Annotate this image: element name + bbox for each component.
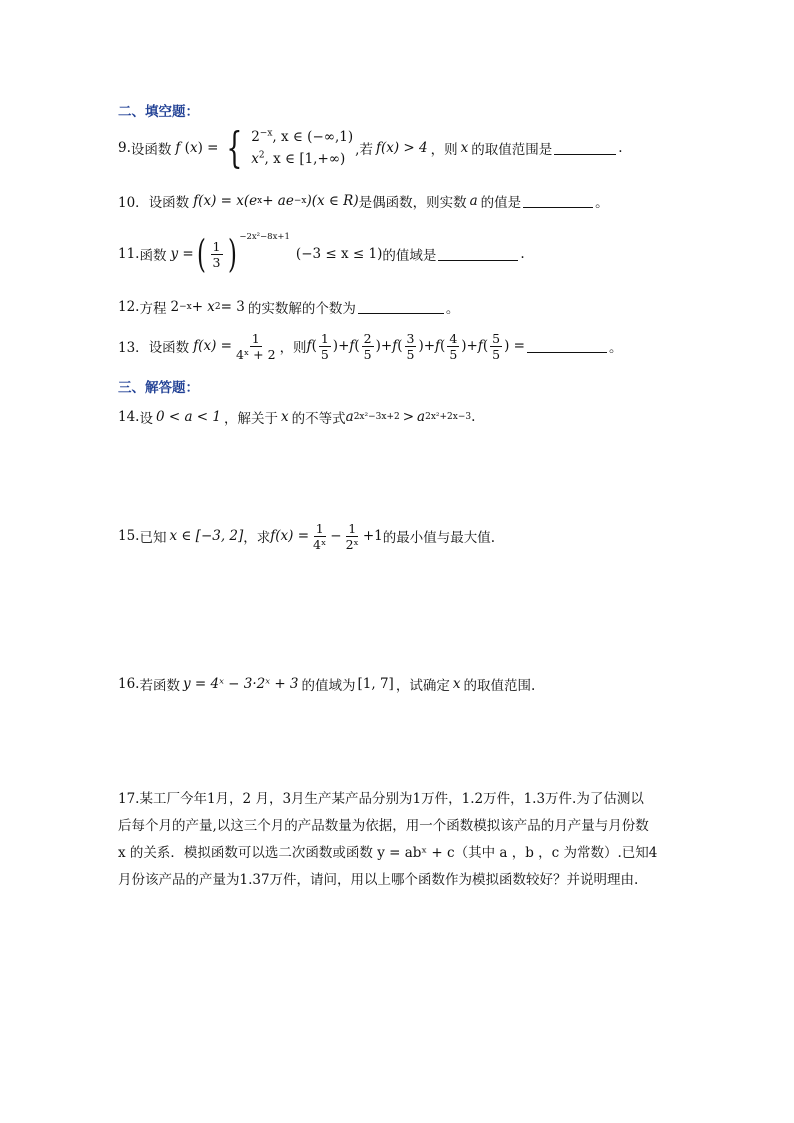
q9-prefix: 设函数 [130, 142, 172, 158]
q17-line-3: x 的关系．模拟函数可以选二次函数或函数 y = abˣ + c（其中 a ，b ，c 为常数）.已知4 [118, 845, 658, 861]
q11-fraction: $\frac{1}{3}$ [212, 238, 221, 270]
question-11: 11. 函数 y = ( $\frac{1}{3}$ ) −2x²−8x+1 (−3 ≤ x ≤ 1) 的值域是 . [118, 232, 525, 276]
q9-answer-blank[interactable] [554, 141, 616, 155]
q13-fraction: $\frac{1}{\text{4ˣ + 2}}$ [235, 330, 276, 362]
section-answer-heading: 三、解答题： [118, 380, 199, 396]
q11-exponent: −2x²−8x+1 [239, 232, 290, 242]
question-9: 9. 设函数 f ( x ) = { $2^{-x}$, x ∈ (−∞,1) $x^2$, x ∈ [1,+∞) ,若 f(x) > 4 ，则 x 的取值范围是 . [118, 123, 623, 172]
q9-condition: f(x) > 4 [375, 140, 428, 156]
q10-answer-blank[interactable] [523, 194, 593, 208]
section-fill-in-heading: 二、填空题： [118, 104, 199, 120]
q11-answer-blank[interactable] [438, 247, 518, 261]
q17-line-1: 17.某工厂今年1月，2 月，3月生产某产品分别为1万件，1.2万件，1.3万件.为了估测以 [118, 791, 644, 807]
question-17 [118, 786, 678, 894]
question-12: 12. 方程 2 −x + x 2 = 3 的实数解的个数为 。 [118, 299, 460, 317]
q9-piecewise: $2^{-x}$, x ∈ (−∞,1) $x^2$, x ∈ [1,+∞) [251, 128, 354, 167]
q9-brace: { [226, 123, 243, 172]
question-13: 13． 设函数 f(x) = $\frac{1}{\text{4ˣ + 2}}$ ，则 f ( $\frac{1}{5}$ )+ f ( $\frac{2}{5}$ )+ f ( $\frac{3}{5}$ )+ f ( $\frac{4}{5}$ )+ f ( $\frac{5}{5}$ ) = 。 [118, 330, 623, 362]
q12-answer-blank[interactable] [358, 300, 444, 314]
q17-line-4: 月份该产品的产量为1.37万件，请问，用以上哪个函数作为模拟函数较好？并说明理由. [118, 872, 639, 888]
q9-number: 9. [118, 140, 131, 156]
question-15: 15. 已知 x ∈ [−3, 2] ，求 f(x) = $\frac{1}{\text{4ˣ}}$ − $\frac{1}{\text{2ˣ}}$ +1 的最小值与最大值. [118, 520, 496, 552]
q13-answer-blank[interactable] [527, 339, 607, 353]
q17-line-2: 后每个月的产量,以这三个月的产品数量为依据，用一个函数模拟该产品的月产量与月份数 [118, 818, 649, 834]
question-16: 16. 若函数 y = 4ˣ − 3·2ˣ + 3 的值域为 [1, 7] ，试确定 x 的取值范围. [118, 676, 536, 694]
question-10: 10． 设函数 f(x) = x(e x + ae −x )(x ∈ R) 是偶函数，则实数 a 的值是 。 [118, 193, 609, 211]
question-14: 14. 设 0 < a < 1 ，解关于 x 的不等式 a 2x²−3x+2 > a 2x²+2x−3 . [118, 409, 476, 427]
